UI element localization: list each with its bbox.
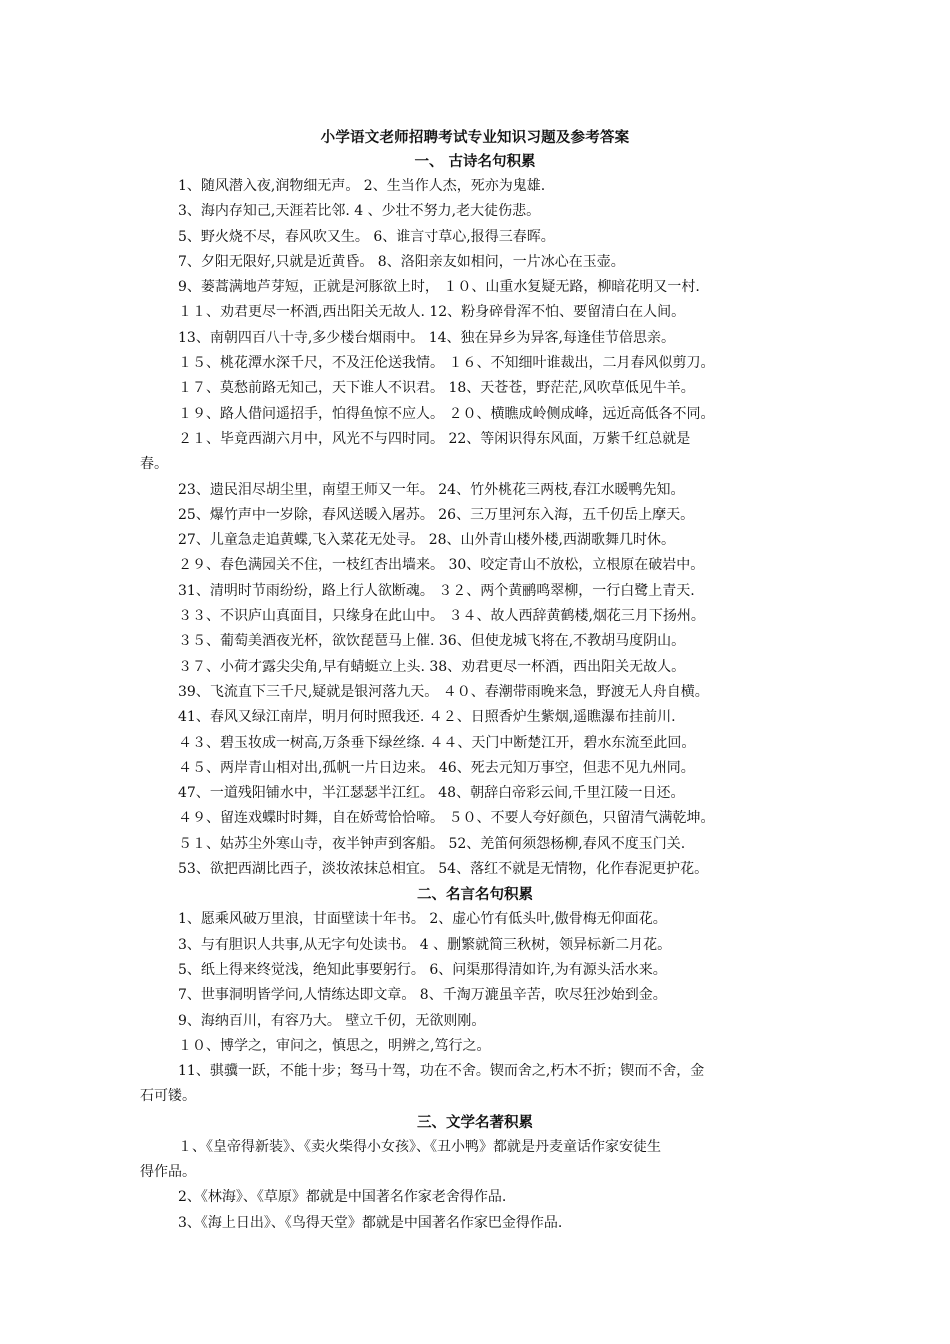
text-line: 25、爆竹声中一岁除，春风送暖入屠苏。 26、三万里河东入海，五千仞岳上摩天。 [178,506,695,523]
text-line: ２１、毕竟西湖六月中，风光不与四时同。 22、等闲识得东风面，万紫千红总就是 [178,430,691,447]
text-line: 1、愿乘风破万里浪，甘面壁读十年书。 2、虚心竹有低头叶,傲骨梅无仰面花。 [178,911,667,928]
text-line: １５、桃花潭水深千尺，不及汪伦送我情。 １６、不知细叶谁裁出，二月春风似剪刀。 [178,355,715,372]
text-line: ４５、两岸青山相对出,孤帆一片日边来。 46、死去元知万事空，但悲不见九州同。 [178,759,695,776]
section-heading: 二、名言名句积累 [417,886,533,904]
text-line: ４３、碧玉妆成一树高,万条垂下绿丝绦. ４４、天门中断楚江开，碧水东流至此回。 [178,734,696,751]
text-line: 13、南朝四百八十寺,多少楼台烟雨中。 14、独在异乡为异客,每逢佳节倍思亲。 [178,329,675,346]
section-heading: 三、文学名著积累 [417,1113,533,1131]
text-line: １９、路人借问遥招手，怕得鱼惊不应人。 ２０、横瞧成岭侧成峰，远近高低各不同。 [178,405,715,422]
section-famous-sayings [140,882,810,1109]
text-line: 47、一道残阳铺水中，半江瑟瑟半江红。 48、朝辞白帝彩云间,千里江陵一日还。 [178,785,685,802]
text-line: １１、劝君更尽一杯酒,西出阳关无故人. 12、粉身碎骨浑不怕、要留清白在人间。 [178,304,686,321]
text-line: 41、春风又绿江南岸，明月何时照我还. ４２、日照香炉生紫烟,遥瞧瀑布挂前川. [178,709,676,726]
text-line: １７、莫愁前路无知己，天下谁人不识君。 18、天苍苍，野茫茫,风吹草低见牛羊。 [178,380,695,397]
text-line-continuation: 得作品。 [140,1163,196,1180]
text-line: １０、博学之，审问之，慎思之，明辨之,笃行之。 [178,1037,491,1054]
text-line: 7、世事洞明皆学问,人情练达即文章。 8、千淘万漉虽辛苦，吹尽狂沙始到金。 [178,987,667,1004]
text-line: ３７、小荷才露尖尖角,早有蜻蜓立上头. 38、劝君更尽一杯酒，西出阳关无故人。 [178,658,686,675]
text-line: 9、蒌蒿满地芦芽短，正就是河豚欲上时， １０、山重水复疑无路，柳暗花明又一村. [178,279,700,296]
text-line: 2、《林海》、《草原》都就是中国著名作家老舍得作品. [178,1189,507,1206]
text-line: ２９、春色满园关不住，一枝红杏出墙来。 30、咬定青山不放松，立根原在破岩中。 [178,557,705,574]
text-line: 7、夕阳无限好,只就是近黄昏。 8、洛阳亲友如相问，一片冰心在玉壶。 [178,253,625,270]
text-line: 5、纸上得来终觉浅，绝知此事要躬行。 6、问渠那得清如许,为有源头活水来。 [178,961,667,978]
text-line-continuation: 石可镂。 [140,1088,196,1105]
text-line: 3、与有胆识人共事,从无字句处读书。 4 、删繁就简三秋树，领异标新二月花。 [178,936,672,953]
text-line-continuation: 春。 [140,456,168,473]
section-literary-works [140,1110,810,1236]
text-line: ４９、留连戏蝶时时舞，自在娇莺恰恰啼。 ５０、不要人夸好颜色，只留清气满乾坤。 [178,810,715,827]
document-body [140,127,810,1236]
text-line: 23、遗民泪尽胡尘里，南望王师又一年。 24、竹外桃花三两枝,春江水暖鸭先知。 [178,481,685,498]
section-heading: 一、 古诗名句积累 [414,153,536,170]
text-line: 27、儿童急走追黄蝶,飞入菜花无处寻。 28、山外青山楼外楼,西湖歌舞几时休。 [178,532,675,549]
text-line: 9、海纳百川，有容乃大。 壁立千仞，无欲则刚。 [178,1012,486,1029]
text-line: 31、清明时节雨纷纷，路上行人欲断魂。 ３２、两个黄鹂鸣翠柳，一行白鹭上青天. [178,582,695,599]
text-line: ３５、葡萄美酒夜光杯，欲饮琵琶马上催. 36、但使龙城飞将在,不教胡马度阴山。 [178,633,686,650]
text-line: 11、骐骥一跃，不能十步；驽马十驾，功在不舍。锲而舍之,朽木不折；锲而不舍，金 [178,1063,705,1080]
section-ancient-poems [140,149,810,882]
document-title: 小学语文老师招聘考试专业知识习题及参考答案 [320,129,630,146]
text-line: ５１、姑苏尘外寒山寺，夜半钟声到客船。 52、羌笛何须怨杨柳,春风不度玉门关. [178,835,686,852]
text-line: １、《皇帝得新装》、《卖火柴得小女孩》、《丑小鸭》都就是丹麦童话作家安徒生 [178,1138,661,1155]
text-line: 53、欲把西湖比西子，淡妆浓抹总相宜。 54、落红不就是无情物，化作春泥更护花。 [178,861,709,878]
text-line: 39、飞流直下三千尺,疑就是银河落九天。 ４０、春潮带雨晚来急，野渡无人舟自横。 [178,683,709,700]
text-line: 3、海内存知己,天涯若比邻. 4 、少壮不努力,老大徒伤悲。 [178,203,541,220]
text-line: 5、野火烧不尽，春风吹又生。 6、谁言寸草心,报得三春晖。 [178,228,555,245]
text-line: 3、《海上日出》、《鸟得天堂》都就是中国著名作家巴金得作品. [178,1214,563,1231]
text-line: 1、随风潜入夜,润物细无声。 2、生当作人杰，死亦为鬼雄. [178,178,546,194]
text-line: ３３、不识庐山真面目，只缘身在此山中。 ３４、故人西辞黄鹤楼,烟花三月下扬州。 [178,608,705,625]
